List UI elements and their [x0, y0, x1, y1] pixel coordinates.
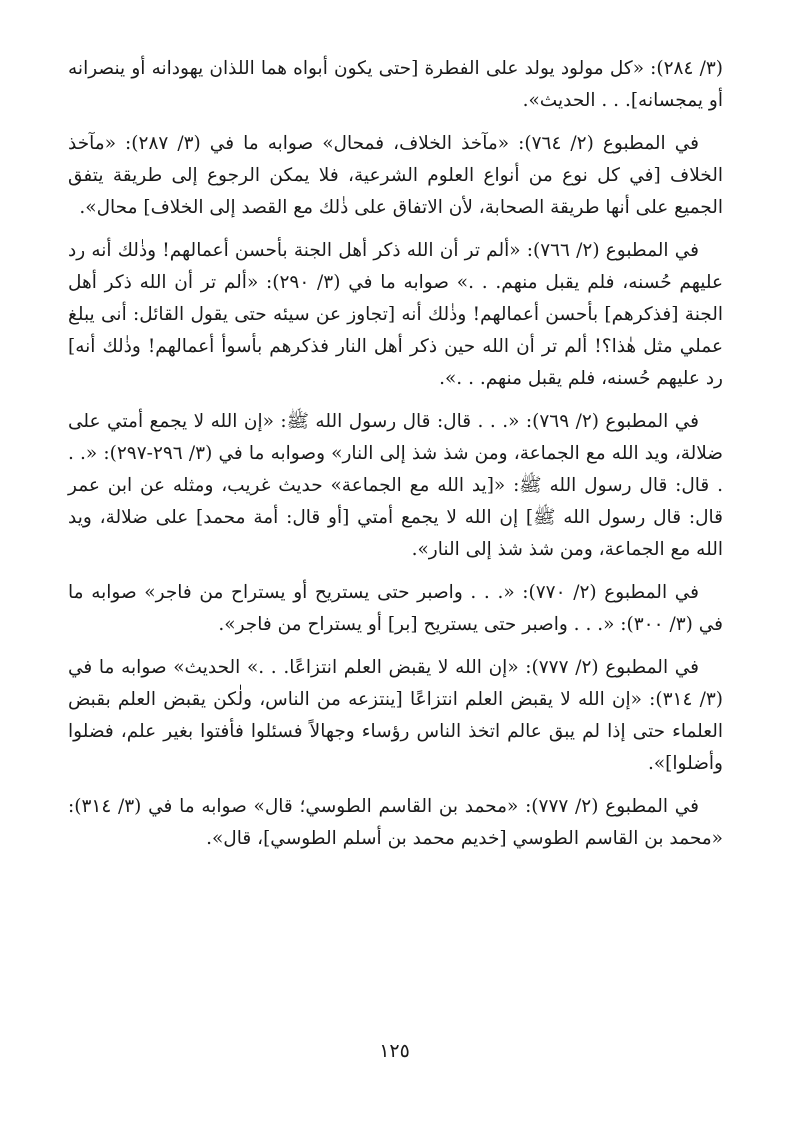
- body-text: [68, 56, 723, 866]
- paragraph: في المطبوع (٢/ ٧٦٩): «. . . قال: قال رسول الله ﷺ: «إن الله لا يجمع أمتي على ضلالة، ويد الله مع الجماعة، ومن شذ شذ إلى النار» وصوابه ما في (٣/ ٢٩٦-٢٩٧): «. . . قال: قال رسول الله ﷺ: «[يد الله مع الجماعة» حديث غريب، ومثله عن ابن عمر قال: قال رسول الله ﷺ] إن الله لا يجمع أمتي [أو قال: أمة محمد] على ضلالة، ويد الله مع الجماعة، ومن شذ شذ إلى النار».: [68, 411, 724, 560]
- paragraph: في المطبوع (٢/ ٧٧٧): «إن الله لا يقبض العلم انتزاعًا. . .» الحديث» صوابه ما في (٣/ ٣١٤): «إن الله لا يقبض العلم انتزاعًا [ينتزعه من الناس، ولٰكن يقبض العلم بقبض العلماء حتى إذا لم يبق عالم اتخذ الناس رؤساء وجهالاً فسئلوا فأفتوا بغير علم، فضلوا وأضلوا]».: [68, 657, 723, 774]
- paragraph: في المطبوع (٢/ ٧٧٠): «. . . واصبر حتى يستريح أو يستراح من فاجر» صوابه ما في (٣/ ٣٠٠): «. . . واصبر حتى يستريح [بر] أو يستراح من فاجر».: [68, 582, 723, 635]
- paragraph: في المطبوع (٢/ ٧٧٧): «محمد بن القاسم الطوسي؛ قال» صوابه ما في (٣/ ٣١٤): «محمد بن القاسم الطوسي [خديم محمد بن أسلم الطوسي]، قال».: [68, 796, 723, 849]
- paragraph: في المطبوع (٢/ ٧٦٤): «مآخذ الخلاف، فمحال» صوابه ما في (٣/ ٢٨٧): «مآخذ الخلاف [في كل نوع من أنواع العلوم الشرعية، فلا يمكن الرجوع إلى طريقة يتفق الجميع على أنها طريقة الصحابة، لأن الاتفاق على ذٰلك مع القصد إلى الخلاف] محال».: [68, 133, 723, 218]
- paragraph-continuation: (٣/ ٢٨٤): «كل مولود يولد على الفطرة [حتى يكون أبواه هما اللذان يهودانه أو ينصرانه أو يمجسانه]. . . الحديث».: [68, 58, 723, 111]
- paragraph: في المطبوع (٢/ ٧٦٦): «ألم تر أن الله ذكر أهل الجنة بأحسن أعمالهم! وذٰلك أنه رد عليهم حُسنه، فلم يقبل منهم. . .» صوابه ما في (٣/ ٢٩٠): «ألم تر أن الله ذكر أهل الجنة [فذكرهم] بأحسن أعمالهم! وذٰلك أنه [تجاوز عن سيئه حتى يقول القائل: أنى يبلغ عملي مثل هٰذا؟! ألم تر أن الله حين ذكر أهل النار فذكرهم بأسوأ أعمالهم! وذٰلك أنه] رد عليهم حُسنه، فلم يقبل منهم. . .».: [68, 240, 723, 389]
- page-number: ١٢٥: [379, 1040, 410, 1062]
